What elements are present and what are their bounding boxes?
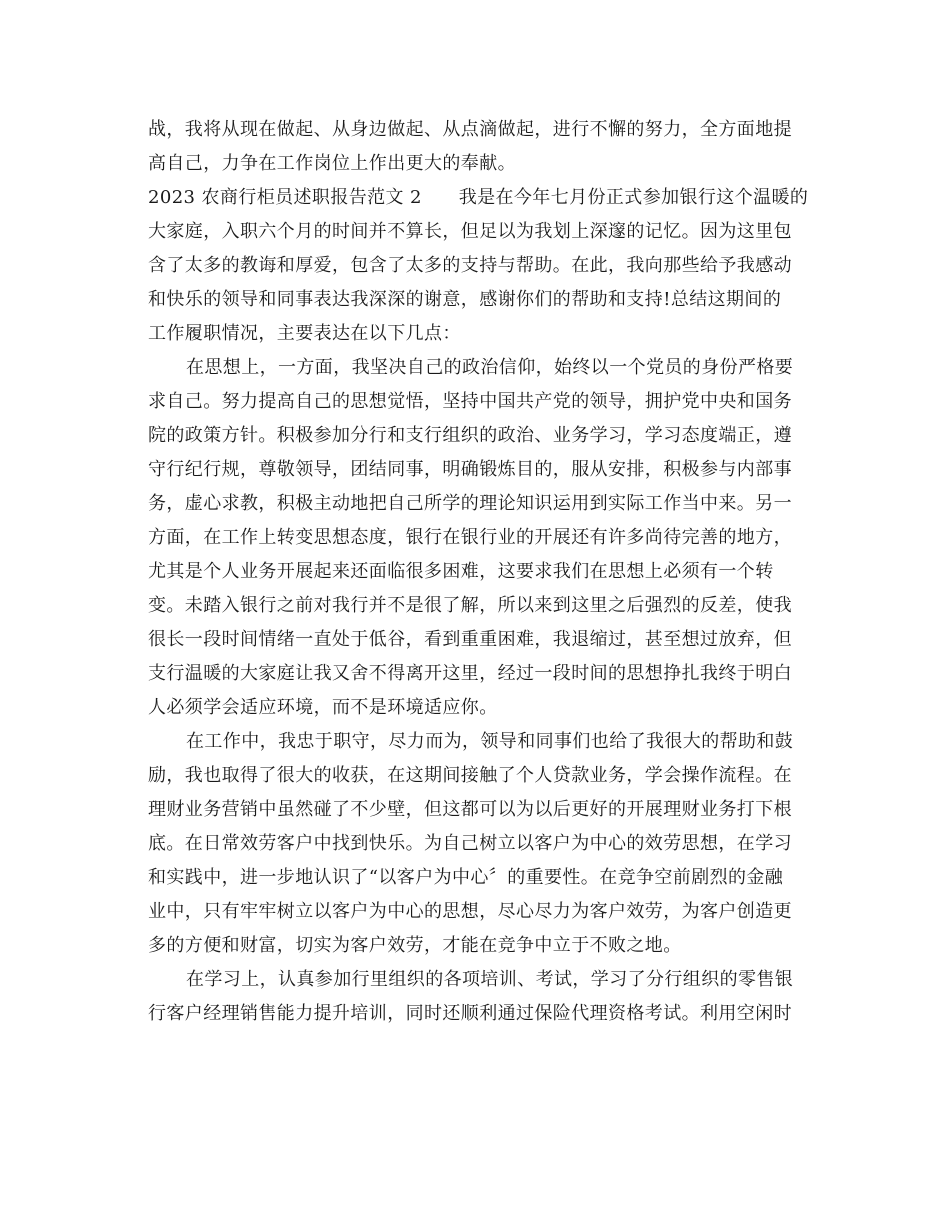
text-line: 方面，在工作上转变思想态度，银行在银行业的开展还有许多尚待完善的地方， [148,527,792,548]
text-line: 求自己。努力提高自己的思想觉悟，坚持中国共产党的领导，拥护党中央和国务 [148,391,792,412]
text-line: 和实践中，进一步地认识了“以客户为中心〞的重要性。在竞争空前剧烈的金融 [148,867,784,888]
text-line: 很长一段时间情绪一直处于低谷，看到重重困难，我退缩过，甚至想过放弃，但 [148,629,792,650]
text-line: 人必须学会适应环境，而不是环境适应你。 [148,697,498,718]
section-heading-line: 2023 农商行柜员述职报告范文 2 我是在今年七月份正式参加银行这个温暖的 [148,187,809,208]
text-line: 支行温暖的大家庭让我又舍不得离开这里，经过一段时间的思想挣扎我终于明白 [148,663,792,684]
paragraph-start-line: 在工作中，我忠于职守，尽力而为，领导和同事们也给了我很大的帮助和鼓 [186,731,794,752]
text-line: 变。未踏入银行之前对我行并不是很了解，所以来到这里之后强烈的反差，使我 [148,595,792,616]
text-line: 务，虚心求教，积极主动地把自己所学的理论知识运用到实际工作当中来。另一 [148,493,792,514]
text-line: 工作履职情况，主要表达在以下几点： [148,323,461,344]
text-line: 尤其是个人业务开展起来还面临很多困难，这要求我们在思想上必须有一个转 [148,561,774,582]
text-line: 高自己，力争在工作岗位上作出更大的奉献。 [148,153,516,174]
text-line: 含了太多的教诲和厚爱，包含了太多的支持与帮助。在此，我向那些给予我感动 [148,255,792,276]
text-line: 业中，只有牢牢树立以客户为中心的思想，尽心尽力为客户效劳，为客户创造更 [148,901,792,922]
paragraph-start-line: 在学习上，认真参加行里组织的各项培训、考试，学习了分行组织的零售银 [186,969,794,990]
paragraph-start-line: 在思想上，一方面，我坚决自己的政治信仰，始终以一个党员的身份严格要 [186,357,794,378]
text-line: 理财业务营销中虽然碰了不少壁，但这都可以为以后更好的开展理财业务打下根 [148,799,792,820]
text-line: 行客户经理销售能力提升培训，同时还顺利通过保险代理资格考试。利用空闲时 [148,1003,792,1024]
text-line: 和快乐的领导和同事表达我深深的谢意，感谢你们的帮助和支持!总结这期间的 [148,289,782,310]
text-line: 战，我将从现在做起、从身边做起、从点滴做起，进行不懈的努力，全方面地提 [148,119,792,140]
text-line: 励，我也取得了很大的收获，在这期间接触了个人贷款业务，学会操作流程。在 [148,765,792,786]
text-line: 多的方便和财富，切实为客户效劳，才能在竞争中立于不败之地。 [148,935,682,956]
text-line: 大家庭，入职六个月的时间并不算长，但足以为我划上深邃的记忆。因为这里包 [148,221,792,242]
report-body [148,113,808,1031]
text-line: 院的政策方针。积极参加分行和支行组织的政治、业务学习，学习态度端正，遵 [148,425,792,446]
text-line: 底。在日常效劳客户中找到快乐。为自己树立以客户为中心的效劳思想，在学习 [148,833,792,854]
text-line: 守行纪行规，尊敬领导，团结同事，明确锻炼目的，服从安排，积极参与内部事 [148,459,792,480]
